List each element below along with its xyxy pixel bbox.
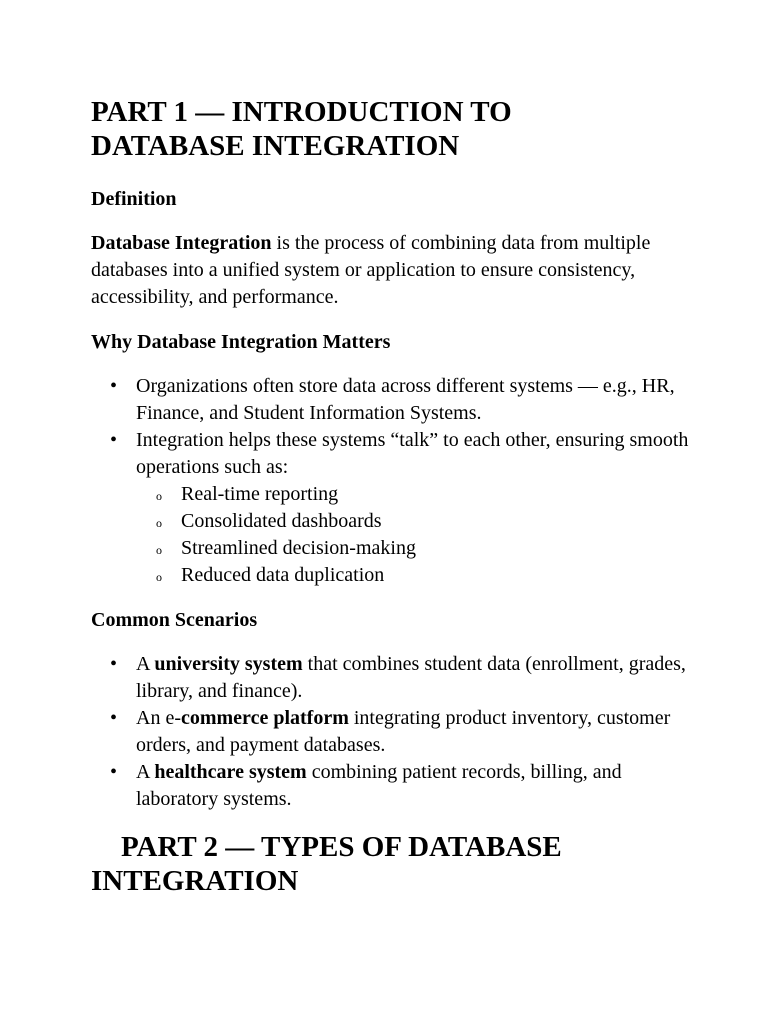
circle-bullet-icon: o xyxy=(156,543,162,557)
circle-bullet-icon: o xyxy=(156,570,162,584)
circle-bullet-icon: o xyxy=(156,489,162,503)
part2-title xyxy=(91,830,691,898)
scenario-2-rest: integrating product inventory, customer orders, and payment databases. xyxy=(136,707,671,756)
bullet-icon: • xyxy=(110,761,118,783)
scenario-3-prefix: A xyxy=(136,761,155,783)
list-item xyxy=(91,373,691,427)
part2-title-line2: INTEGRATION xyxy=(91,865,299,897)
bullet-icon: • xyxy=(110,653,118,675)
bullet-icon: • xyxy=(110,429,118,451)
list-item xyxy=(136,535,691,562)
scenarios-heading: Common Scenarios xyxy=(91,609,258,631)
why-sub-bullet-3: Streamlined decision-making xyxy=(181,537,416,559)
why-bullet-1: Organizations often store data across different systems — e.g., HR, Finance, and Student Information Systems. xyxy=(136,375,675,424)
part1-title xyxy=(91,95,691,163)
part2-title-line1: PART 2 — TYPES OF DATABASE xyxy=(121,831,562,863)
scenario-1-bold: university system xyxy=(154,653,303,675)
why-sub-bullet-1: Real-time reporting xyxy=(181,483,339,505)
circle-bullet-icon: o xyxy=(156,516,162,530)
definition-term: Database Integration xyxy=(91,232,272,254)
why-bullet-2: Integration helps these systems “talk” to each other, ensuring smooth operations such as: xyxy=(136,429,689,478)
bullet-icon: • xyxy=(110,375,118,397)
list-item xyxy=(136,481,691,508)
bullet-icon: • xyxy=(110,707,118,729)
list-item xyxy=(91,651,691,705)
scenario-3-rest: combining patient records, billing, and laboratory systems. xyxy=(136,761,622,810)
definition-paragraph xyxy=(91,230,691,311)
part1-title-line2: DATABASE INTEGRATION xyxy=(91,130,460,162)
list-item xyxy=(136,508,691,535)
list-item xyxy=(91,759,691,813)
scenario-2-prefix: An e- xyxy=(136,707,181,729)
scenario-1-rest: that combines student data (enrollment, grades, library, and finance). xyxy=(136,653,686,702)
why-sub-list xyxy=(136,481,691,589)
why-heading: Why Database Integration Matters xyxy=(91,331,391,353)
why-sub-bullet-4: Reduced data duplication xyxy=(181,564,385,586)
scenario-1-prefix: A xyxy=(136,653,155,675)
definition-heading: Definition xyxy=(91,188,177,210)
scenario-3-bold: healthcare system xyxy=(154,761,307,783)
why-list xyxy=(91,373,691,589)
scenario-2-bold: commerce platform xyxy=(180,707,349,729)
document-page xyxy=(91,95,691,898)
list-item xyxy=(91,705,691,759)
scenarios-list xyxy=(91,651,691,813)
part1-title-line1: PART 1 — INTRODUCTION TO xyxy=(91,96,512,128)
list-item xyxy=(91,427,691,589)
definition-text: is the process of combining data from multiple databases into a unified system or application to ensure consistency, accessibility, and performance. xyxy=(91,232,651,308)
why-sub-bullet-2: Consolidated dashboards xyxy=(181,510,382,532)
list-item xyxy=(136,562,691,589)
